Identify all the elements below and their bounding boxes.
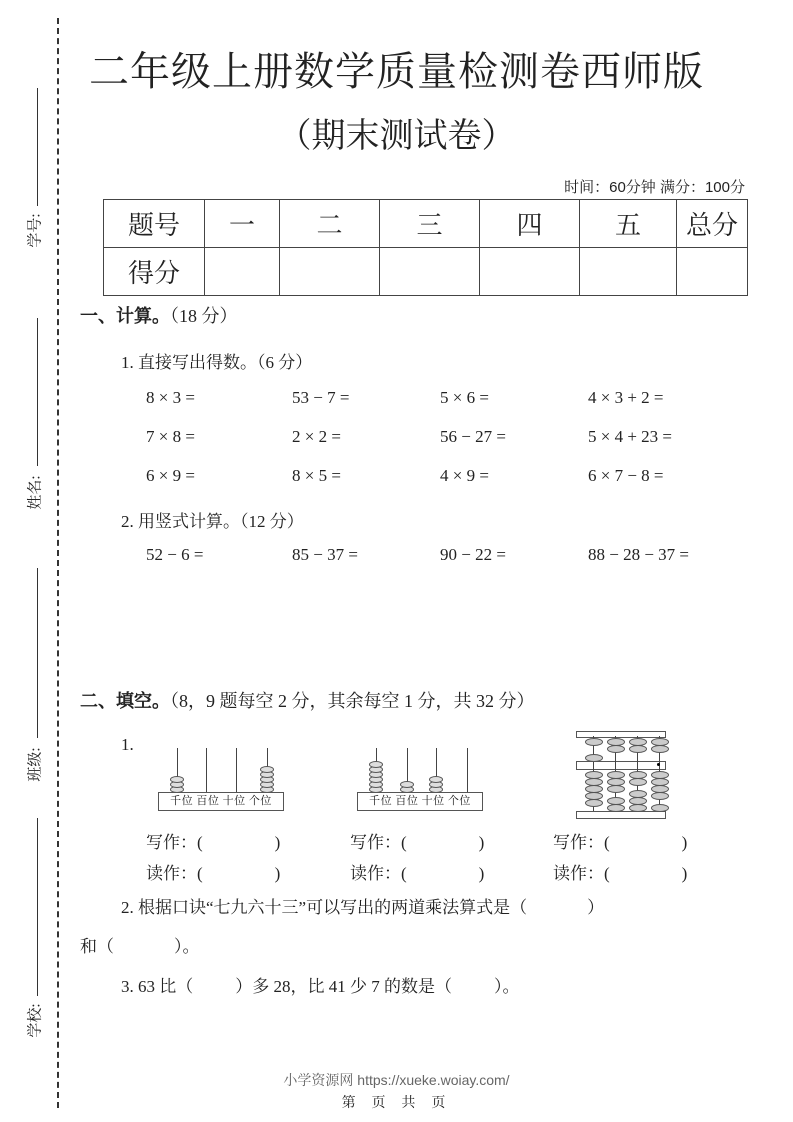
expression: 8 × 5 = bbox=[292, 466, 341, 485]
section-points: （8，9 题每空 2 分，其余每空 1 分，共 32 分） bbox=[170, 691, 535, 711]
question-2-3: 3. 63 比（ ）多 28，比 41 少 7 的数是（ ）。 bbox=[121, 977, 520, 996]
score-input-cell[interactable] bbox=[380, 248, 480, 296]
expression: 88 − 28 − 37 = bbox=[588, 545, 690, 564]
expression: 90 − 22 = bbox=[440, 545, 506, 564]
read-as-3: 读作：( ) bbox=[553, 864, 688, 883]
name-label: 姓名: bbox=[27, 475, 44, 510]
expression: 6 × 7 − 8 = bbox=[588, 466, 664, 485]
question-2-2: 2. 根据口诀“七九六十三”可以写出的两道乘法算式是（ ） bbox=[121, 898, 605, 917]
expression: 4 × 9 = bbox=[440, 466, 489, 485]
table-cell: 三 bbox=[380, 200, 480, 248]
table-cell: 五 bbox=[580, 200, 677, 248]
expression: 5 × 6 = bbox=[440, 388, 489, 407]
chinese-abacus bbox=[576, 731, 668, 819]
score-table-score-row bbox=[104, 248, 748, 296]
place-value-labels: 千位 百位 十位 个位 bbox=[158, 792, 284, 811]
question-2-1-label: 1. bbox=[121, 735, 134, 754]
table-cell: 一 bbox=[205, 200, 280, 248]
section-title: 计算。 bbox=[116, 306, 170, 326]
binding-dashed-line bbox=[57, 18, 59, 1108]
expression: 52 − 6 = bbox=[146, 545, 204, 564]
exam-meta: 时间：60分钟 满分：100分 bbox=[564, 179, 745, 196]
place-value-labels: 千位 百位 十位 个位 bbox=[357, 792, 483, 811]
work-area[interactable] bbox=[140, 570, 740, 680]
table-cell: 题号 bbox=[104, 200, 205, 248]
score-input-cell[interactable] bbox=[480, 248, 580, 296]
score-table bbox=[103, 199, 748, 296]
table-cell: 得分 bbox=[104, 248, 205, 296]
question-1-1-label: 1. 直接写出得数。（6 分） bbox=[121, 353, 313, 372]
expression: 6 × 9 = bbox=[146, 466, 195, 485]
score-input-cell[interactable] bbox=[677, 248, 748, 296]
section-points: （18 分） bbox=[170, 306, 238, 326]
question-1-2-label: 2. 用竖式计算。（12 分） bbox=[121, 512, 304, 531]
expression: 2 × 2 = bbox=[292, 427, 341, 446]
class-label: 班级: bbox=[27, 747, 44, 782]
table-cell: 总分 bbox=[677, 200, 748, 248]
score-input-cell[interactable] bbox=[205, 248, 280, 296]
school-line[interactable] bbox=[37, 818, 38, 996]
question-2-2-cont: 和（ ）。 bbox=[80, 937, 200, 956]
score-input-cell[interactable] bbox=[580, 248, 677, 296]
counting-frame-2 bbox=[357, 748, 483, 816]
expression: 85 − 37 = bbox=[292, 545, 358, 564]
footer-site: 小学资源网 https://xueke.woiay.com/ bbox=[283, 1072, 510, 1088]
table-cell: 二 bbox=[280, 200, 380, 248]
page-subtitle: （期末测试卷） bbox=[277, 117, 516, 155]
expression: 53 − 7 = bbox=[292, 388, 350, 407]
expression: 8 × 3 = bbox=[146, 388, 195, 407]
name-line[interactable] bbox=[37, 318, 38, 466]
section1-heading bbox=[80, 302, 238, 328]
section-number: 二、 bbox=[80, 691, 116, 711]
section-title: 填空。 bbox=[116, 691, 170, 711]
table-cell: 四 bbox=[480, 200, 580, 248]
section-number: 一、 bbox=[80, 306, 116, 326]
write-as-3: 写作：( ) bbox=[553, 833, 688, 852]
expression: 7 × 8 = bbox=[146, 427, 195, 446]
page-title: 二年级上册数学质量检测卷西师版 bbox=[89, 50, 704, 94]
expression: 56 − 27 = bbox=[440, 427, 506, 446]
expression: 4 × 3 + 2 = bbox=[588, 388, 664, 407]
read-as-1: 读作：( ) bbox=[146, 864, 281, 883]
read-as-2: 读作：( ) bbox=[350, 864, 485, 883]
write-as-1: 写作：( ) bbox=[146, 833, 281, 852]
write-as-2: 写作：( ) bbox=[350, 833, 485, 852]
class-line[interactable] bbox=[37, 568, 38, 738]
expression: 5 × 4 + 23 = bbox=[588, 427, 673, 446]
student-id-label: 学号: bbox=[27, 213, 44, 248]
score-input-cell[interactable] bbox=[280, 248, 380, 296]
score-table-header-row bbox=[104, 200, 748, 248]
page-number: 第 页 共 页 bbox=[341, 1094, 452, 1110]
school-label: 学校: bbox=[27, 1003, 44, 1038]
section2-heading bbox=[80, 687, 535, 713]
counting-frame-1 bbox=[158, 748, 284, 816]
